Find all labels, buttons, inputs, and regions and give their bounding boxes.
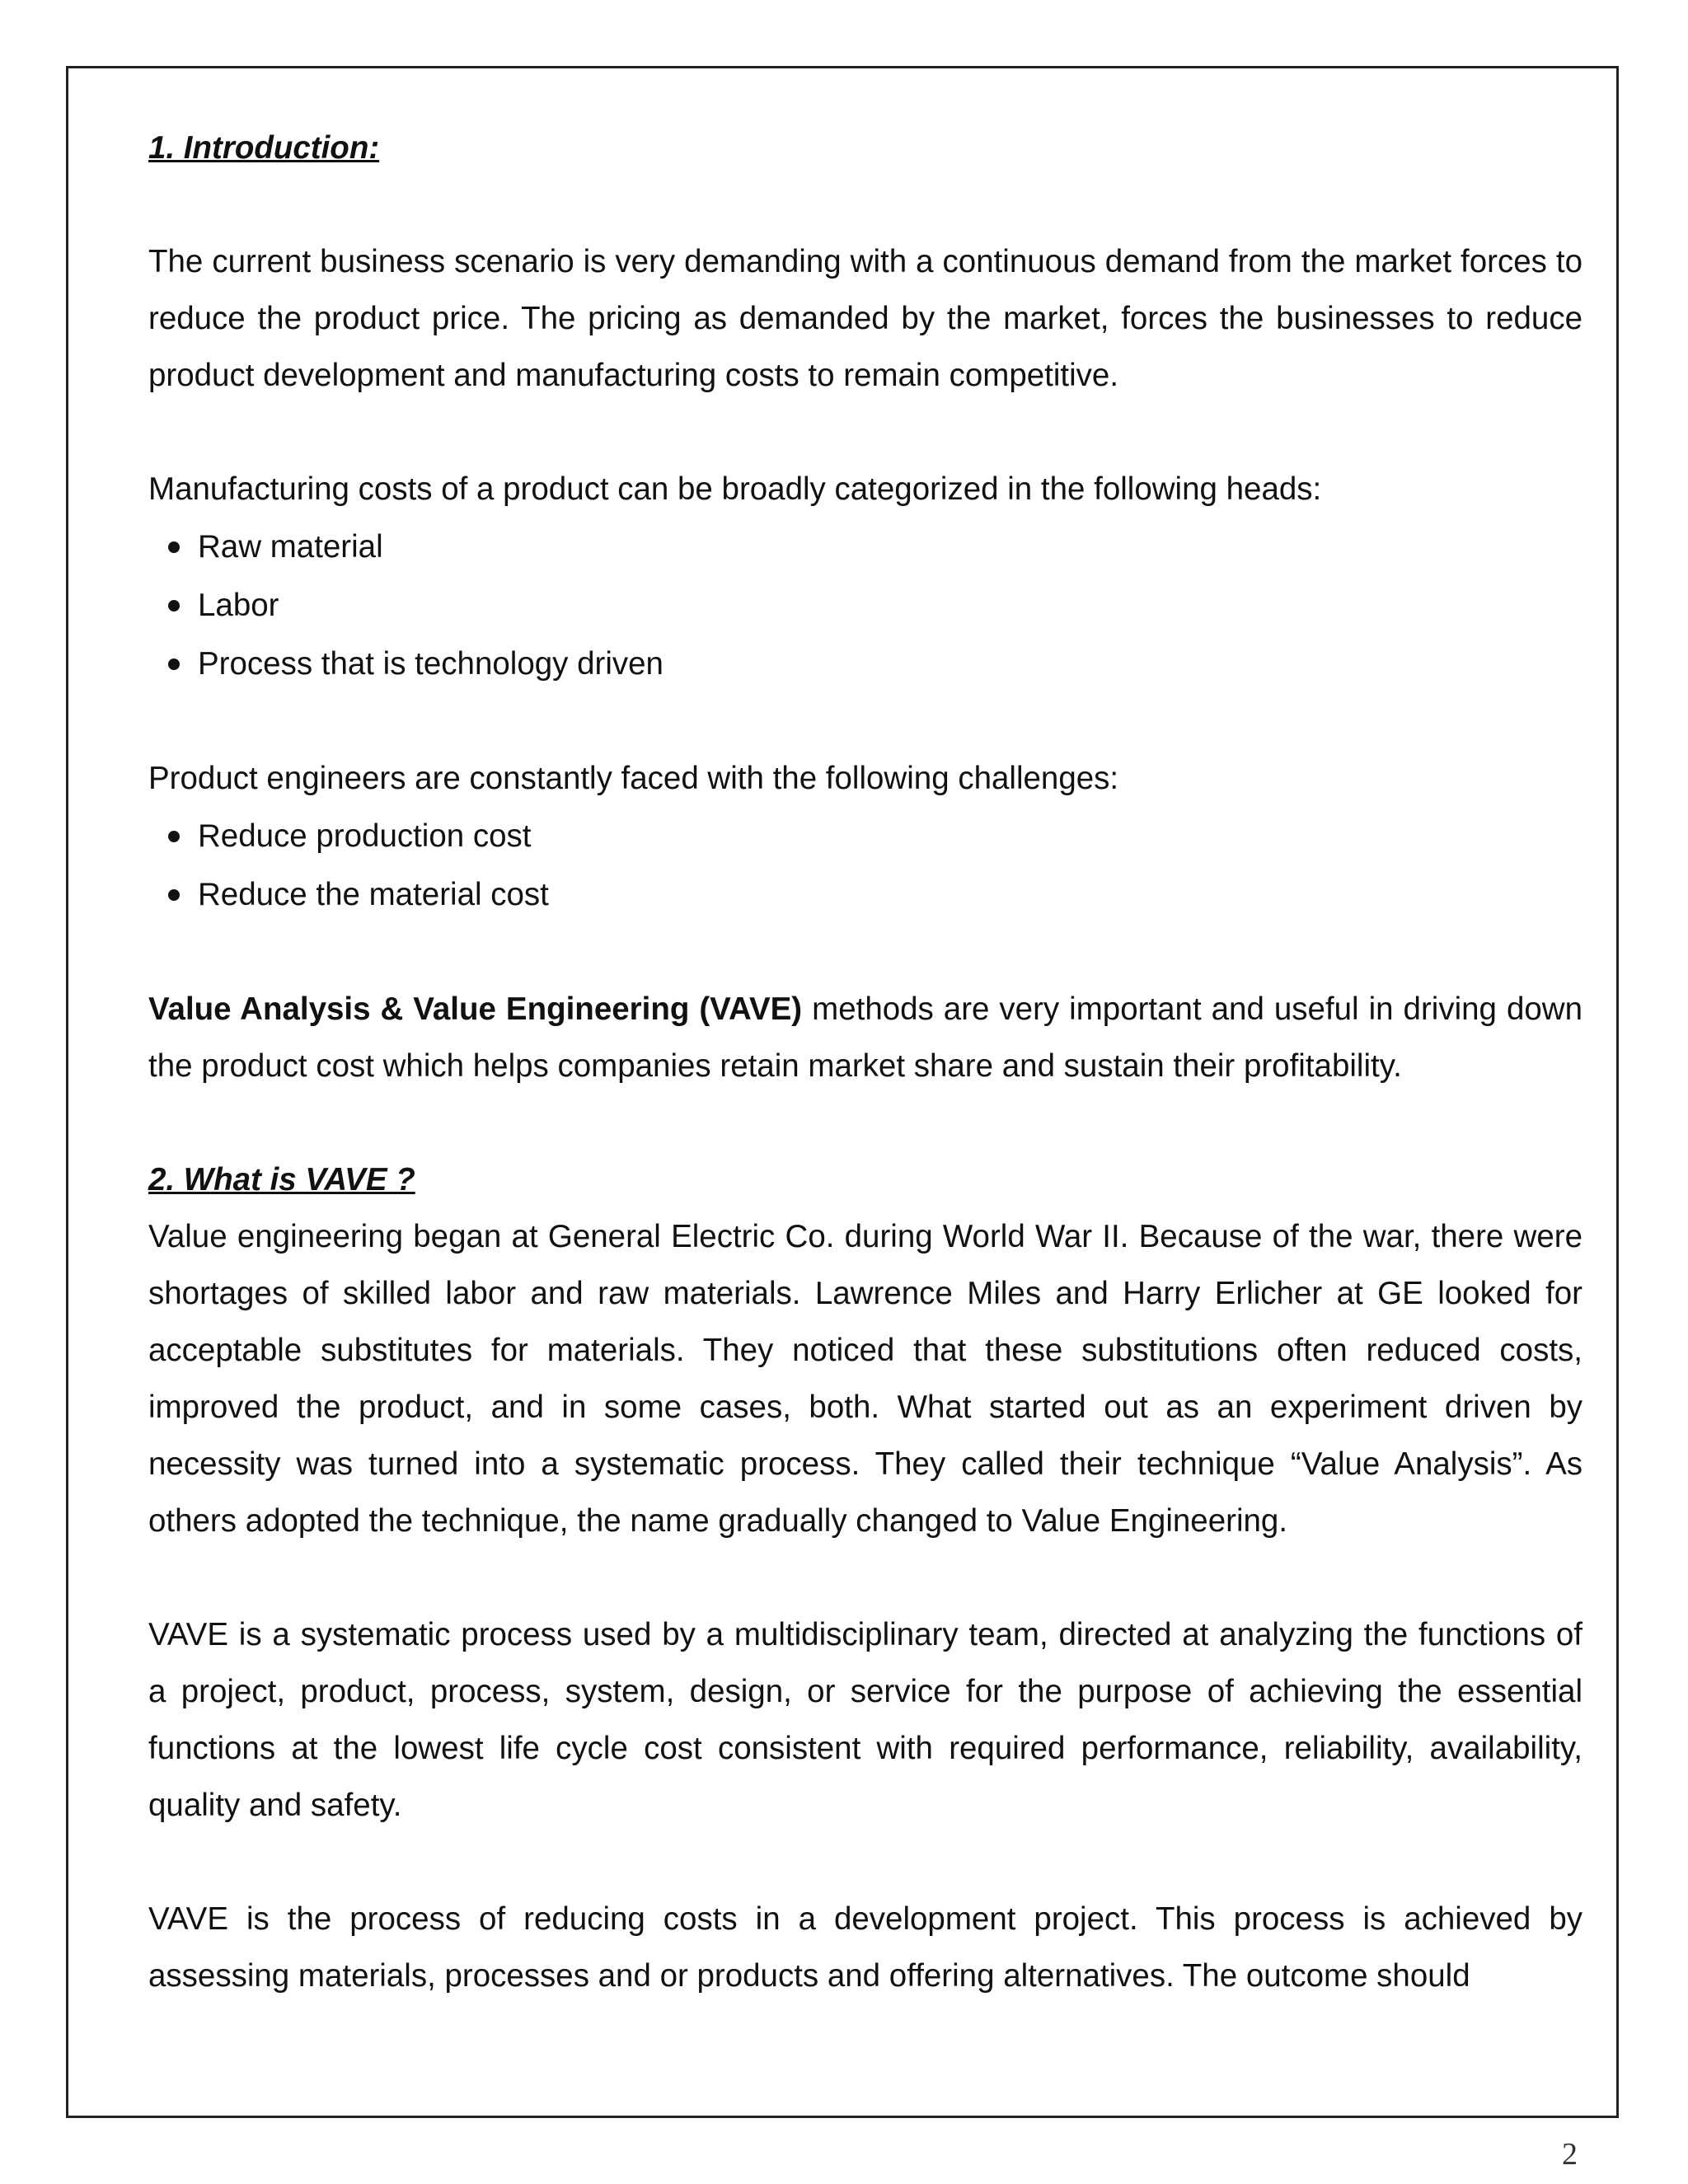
vave-paragraph-3: VAVE is the process of reducing costs in a development project. This process is achieved by assessing materials, processes and or products and offering alternatives. The outcome should <box>148 1901 1582 1994</box>
list-item: Process that is technology driven <box>168 635 1582 693</box>
intro-paragraph-3: Product engineers are constantly faced with the following challenges: <box>148 761 1119 796</box>
bullet-icon <box>168 658 180 670</box>
section-heading-introduction: 1. Introduction: <box>148 130 380 166</box>
challenges-list <box>148 807 1582 924</box>
vave-paragraph-1: Value engineering began at General Electric Co. during World War II. Because of the war, there were shortages of skilled labor and raw materials. Lawrence Miles and Harry Erlicher at GE looked for acceptable substitutes for materials. They noticed that these substitutions often reduced costs, improved the product, and in some cases, both. What started out as an experiment driven by necessity was turned into a systematic process. They called their technique “Value Analysis”. As others adopted the technique, the name gradually changed to Value Engineering. <box>148 1219 1582 1539</box>
bullet-icon <box>168 831 180 842</box>
page-number: 2 <box>1562 2137 1578 2172</box>
bullet-icon <box>168 600 180 612</box>
bullet-icon <box>168 541 180 553</box>
list-item: Reduce production cost <box>168 807 1582 865</box>
intro-paragraph-1: The current business scenario is very demanding with a continuous demand from the market forces to reduce the product price. The pricing as demanded by the market, forces the businesses to reduce product development and manufacturing costs to remain competitive. <box>148 244 1582 393</box>
list-item: Raw material <box>168 518 1582 576</box>
vave-sentence: methods are very important and useful in driving down the product cost which helps companies retain market share and sustain their profitability. <box>148 991 1583 1084</box>
document-body <box>148 120 1582 2004</box>
cost-heads-list <box>148 518 1582 693</box>
intro-paragraph-vave <box>148 981 1582 1094</box>
vave-paragraph-2: VAVE is a systematic process used by a multidisciplinary team, directed at analyzing the functions of a project, product, process, system, design, or service for the purpose of achieving the essential functions at the lowest life cycle cost consistent with required performance, reliability, availability, quality and safety. <box>148 1617 1582 1823</box>
list-item: Reduce the material cost <box>168 865 1582 924</box>
section-heading-what-is-vave: 2. What is VAVE ? <box>148 1162 415 1197</box>
vave-bold-term: Value Analysis & Value Engineering (VAVE) <box>148 991 803 1027</box>
intro-paragraph-2: Manufacturing costs of a product can be broadly categorized in the following heads: <box>148 471 1322 507</box>
list-item: Labor <box>168 576 1582 635</box>
bullet-icon <box>168 889 180 901</box>
